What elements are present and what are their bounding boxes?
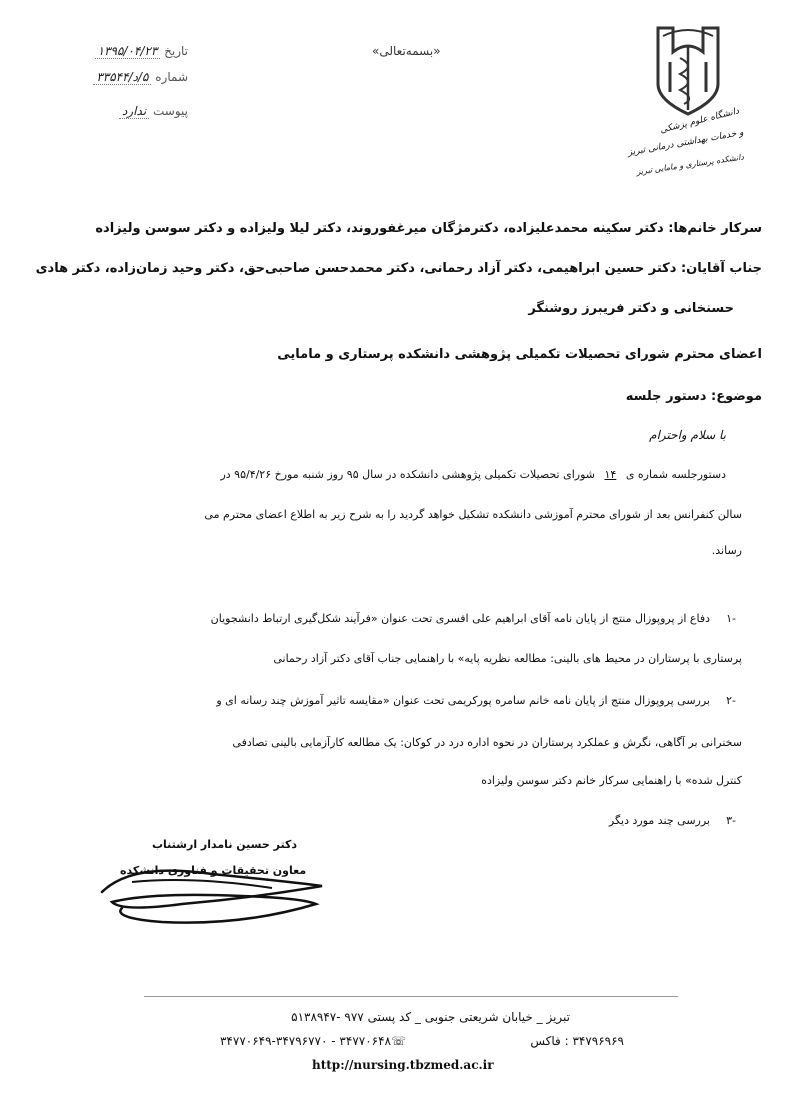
body-line-3: رساند. xyxy=(711,544,742,557)
body-line-1 xyxy=(220,468,726,481)
session-number: ۱۴ xyxy=(604,468,617,481)
date-field xyxy=(95,44,188,58)
body-line-1-a: دستورجلسه شماره ی xyxy=(625,468,726,481)
handwritten-signature-icon xyxy=(92,852,332,932)
recipients-line-2: جناب آقایان: دکتر حسین ابراهیمی، دکتر آزاد رحمانی، دکتر محمدحسن صاحبی‌حق، دکتر وحید زمان‌زاده، دکتر هادی xyxy=(35,261,762,276)
item-1-line-2: پرستاری با پرستاران در محیط های بالینی: مطالعه نظریه پایه» با راهنمایی جناب آقای دکتر آزاد رحمانی xyxy=(273,652,742,665)
logo-text-2: و خدمات بهداشتی درمانی تبریز xyxy=(626,127,744,159)
recipients-line-1: سرکار خانم‌ها: دکتر سکینه محمدعلیزاده، دکترمژگان میرغفوروند، دکتر لیلا ولیزاده و دکتر سوسن ولیزاده xyxy=(95,221,762,236)
number-field xyxy=(93,70,188,84)
signatory-title: معاون تحقیقات و فناوری دانشکده xyxy=(120,864,307,877)
item-2-line-2: سخنرانی بر آگاهی، نگرش و عملکرد پرستاران در نحوه اداره درد در کوکان: یک مطالعه کارآزمایی بالینی تصادفی xyxy=(232,736,742,749)
greeting: با سلام واحترام xyxy=(649,428,726,442)
number-value: ۵/د/۳۳۵۴۴ xyxy=(93,70,151,85)
item-2-number: -۲ xyxy=(726,694,736,707)
footer-phones: ☏۳۴۷۷۰۶۴۸ - ۳۴۷۷۰۶۴۹-۳۴۷۹۶۷۷۰ xyxy=(219,1034,406,1048)
footer-divider xyxy=(144,996,678,997)
footer-address: تبریز _ خیابان شریعتی جنوبی _ کد پستی ۹۷۷ -۵۱۳۸۹۴۷ xyxy=(291,1010,570,1024)
recipients-line-4: اعضای محترم شورای تحصیلات تکمیلی پژوهشی دانشکده پرستاری و مامایی xyxy=(277,347,762,362)
attachment-field xyxy=(119,104,188,118)
attachment-label: پیوست xyxy=(153,104,188,118)
attachment-value: ندارد xyxy=(119,104,149,119)
body-line-2: سالن کنفرانس بعد از شورای محترم آموزشی دانشکده تشکیل خواهد گردید را به شرح زیر به اطلاع اعضای محترم می xyxy=(204,508,742,521)
footer-website-link[interactable]: http://nursing.tbzmed.ac.ir xyxy=(312,1058,494,1072)
university-logo xyxy=(628,22,748,182)
date-value: ۱۳۹۵/۰۴/۲۳ xyxy=(95,44,161,59)
logo-text-1: دانشگاه علوم پزشکی xyxy=(658,106,741,136)
body-line-1-b: شورای تحصیلات تکمیلی پژوهشی دانشکده در سال ۹۵ روز شنبه مورخ ۹۵/۴/۲۶ در xyxy=(220,468,595,481)
signatory-name: دکتر حسین نامدار ارشتناب xyxy=(152,838,297,851)
logo-text-3: دانشکده پرستاری و مامایی تبریز xyxy=(635,152,745,177)
item-1-line-1: دفاع از پروپوزال منتج از پایان نامه آقای ابراهیم علی افسری تحت عنوان «فرآیند شکل‌گیری ارتباط دانشجویان xyxy=(210,612,710,625)
bismillah-heading: «بسمه‌تعالی» xyxy=(372,44,441,58)
recipients-line-3: حسنخانی و دکتر فریبرز روشنگر xyxy=(528,301,734,316)
item-1-number: -۱ xyxy=(726,612,736,625)
subject-line: موضوع: دستور جلسه xyxy=(625,389,762,404)
footer-fax: ۳۴۷۹۶۹۶۹ : فاکس xyxy=(530,1034,624,1048)
item-2-line-3: کنترل شده» با راهنمایی سرکار خانم دکتر سوسن ولیزاده xyxy=(481,774,742,787)
number-label: شماره xyxy=(155,70,188,84)
item-3-line-1: بررسی چند مورد دیگر xyxy=(608,814,710,827)
item-2-line-1: بررسی پروپوزال منتج از پایان نامه خانم سامره پورکریمی تحت عنوان «مقایسه تاثیر آموزش چند رسانه ای و xyxy=(216,694,710,707)
item-3-number: -۳ xyxy=(726,814,736,827)
date-label: تاریخ xyxy=(164,44,188,58)
